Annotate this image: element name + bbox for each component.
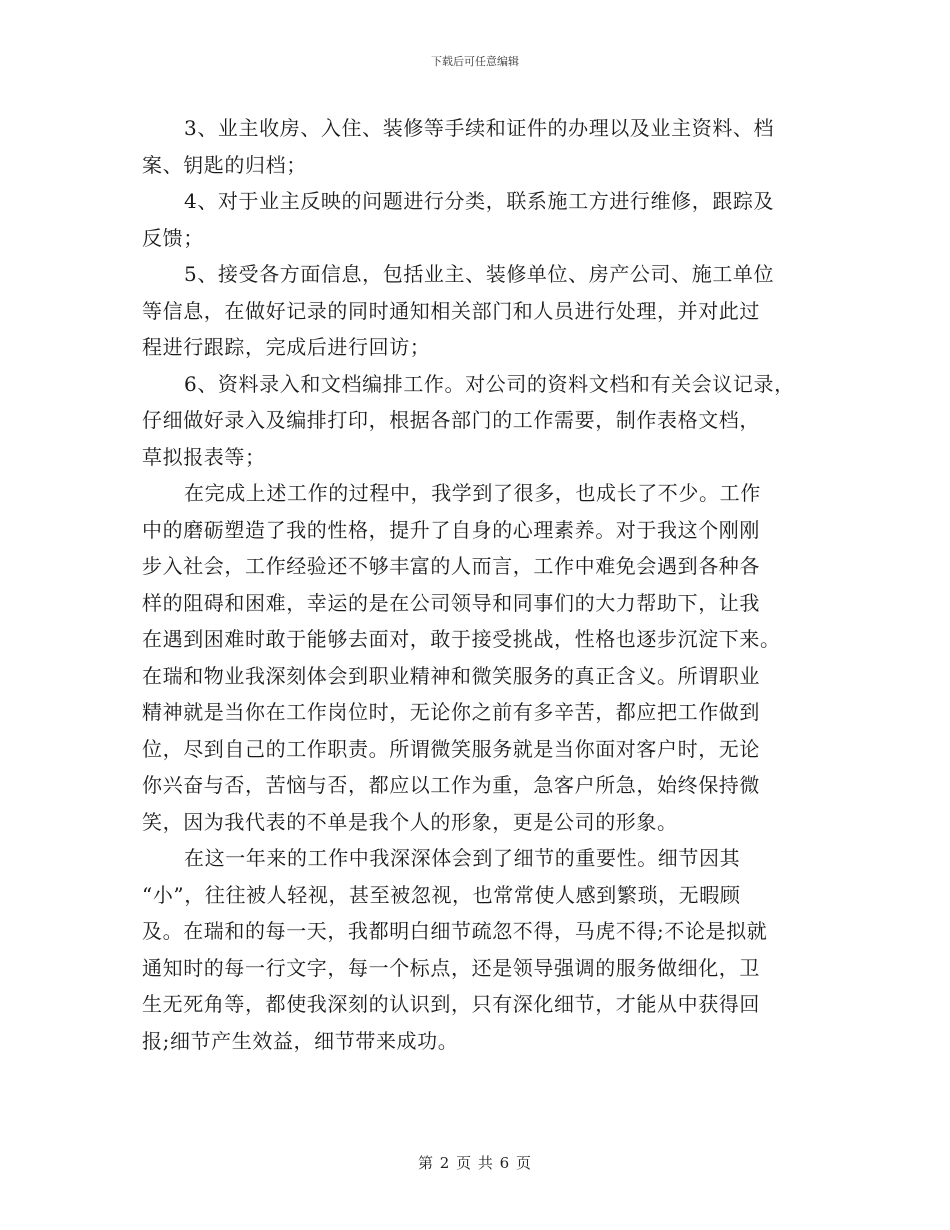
- text-line: 位，尽到自己的工作职责。所谓微笑服务就是当你面对客户时，无论: [142, 736, 760, 761]
- text-line: 笑，因为我代表的不单是我个人的形象，更是公司的形象。: [142, 809, 678, 834]
- page-number: 第 2 页 共 6 页: [418, 1154, 532, 1172]
- text-line: 中的磨砺塑造了我的性格，提升了自身的心理素养。对于我这个刚刚: [142, 517, 760, 542]
- text-line: 精神就是当你在工作岗位时，无论你之前有多辛苦，都应把工作做到: [142, 700, 760, 724]
- text-line: 在瑞和物业我深刻体会到职业精神和微笑服务的真正含义。所谓职业: [142, 663, 760, 688]
- text-line: 程进行跟踪，完成后进行回访；: [142, 335, 431, 359]
- text-line: 在遇到困难时敢于能够去面对，敢于接受挑战，性格也逐步沉淀下来。: [142, 627, 781, 651]
- text-line: 6、资料录入和文档编排工作。对公司的资料文档和有关会议记录，: [184, 371, 795, 396]
- text-line: “小”，往往被人轻视，甚至被忽视，也常常使人感到繁琐，无暇顾: [142, 882, 741, 907]
- text-line: 你兴奋与否，苦恼与否，都应以工作为重，急客户所急，始终保持微: [142, 773, 760, 797]
- text-line: 反馈；: [142, 225, 204, 250]
- text-line: 及。在瑞和的每一天，我都明白细节疏忽不得，马虎不得;不论是拟就: [142, 919, 768, 943]
- text-line: 草拟报表等；: [142, 444, 266, 469]
- page-header: 下载后可任意编辑: [431, 55, 519, 68]
- text-line: 4、对于业主反映的问题进行分类，联系施工方进行维修，跟踪及: [184, 189, 775, 213]
- text-line: 在完成上述工作的过程中，我学到了很多，也成长了不少。工作: [184, 481, 761, 505]
- text-line: 5、接受各方面信息，包括业主、装修单位、房产公司、施工单位: [184, 262, 775, 286]
- text-line: 报;细节产生效益，细节带来成功。: [142, 1028, 459, 1053]
- text-line: 仔细做好录入及编排打印，根据各部门的工作需要，制作表格文档，: [142, 408, 760, 432]
- text-line: 等信息，在做好记录的同时通知相关部门和人员进行处理，并对此过: [142, 298, 760, 323]
- text-line: 样的阻碍和困难，幸运的是在公司领导和同事们的大力帮助下，让我: [142, 590, 760, 615]
- text-line: 通知时的每一行文字，每一个标点，还是领导强调的服务做细化，卫: [142, 955, 760, 980]
- text-line: 案、钥匙的归档；: [142, 152, 307, 177]
- text-line: 生无死角等，都使我深刻的认识到，只有深化细节，才能从中获得回: [142, 992, 760, 1016]
- document-body: [142, 110, 822, 1059]
- text-line: 3、业主收房、入住、装修等手续和证件的办理以及业主资料、档: [184, 116, 775, 140]
- text-line: 在这一年来的工作中我深深体会到了细节的重要性。细节因其: [184, 846, 741, 870]
- text-line: 步入社会，工作经验还不够丰富的人而言，工作中难免会遇到各种各: [142, 554, 760, 578]
